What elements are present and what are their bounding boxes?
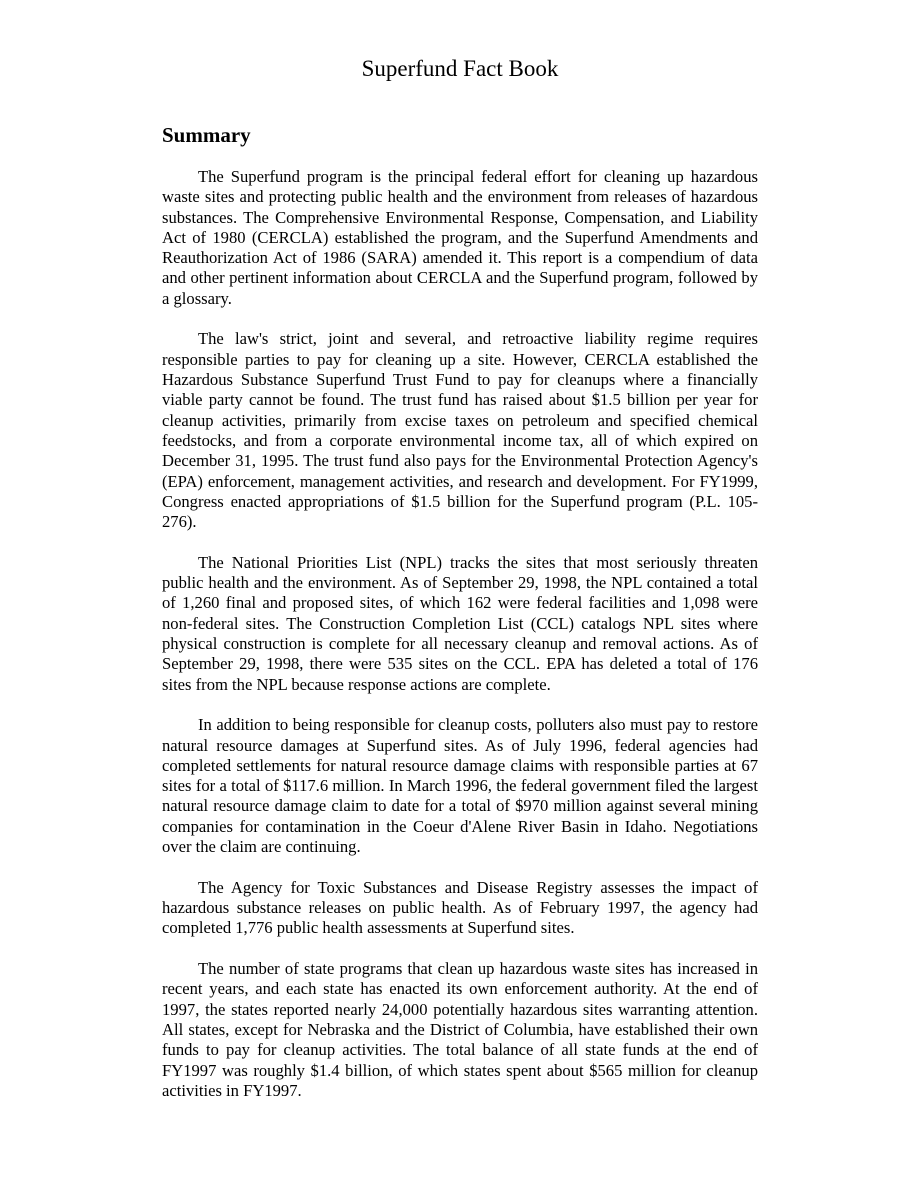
paragraph-state-programs: The number of state programs that clean up hazardous waste sites has increased in recent years, and each state has enacted its own enforcement authority. At the end of 1997, the states reported nearly 24,000 potentially hazardous sites warranting attention. All states, except for Nebraska and the District of Columbia, have established their own funds to pay for cleanup activities. The total balance of all state funds at the end of FY1997 was roughly $1.4 billion, of which states spent about $565 million for cleanup activities in FY1997. [162,959,758,1100]
paragraph-atsdr: The Agency for Toxic Substances and Disease Registry assesses the impact of hazardous substance releases on public health. As of February 1997, the agency had completed 1,776 public health assessments at Superfund sites. [162,877,758,938]
section-heading-summary: Summary [162,123,251,147]
paragraph-npl: The National Priorities List (NPL) tracks the sites that most seriously threaten public health and the environment. As of September 29, 1998, the NPL contained a total of 1,260 final and proposed sites, of which 162 were federal facilities and 1,098 were non-federal sites. The Construction Completion List (CCL) catalogs NPL sites where physical construction is complete for all necessary cleanup and removal actions. As of September 29, 1998, there were 535 sites on the CCL. EPA has deleted a total of 176 sites from the NPL because response actions are complete. [162,552,758,694]
paragraph-natural-resource-damages: In addition to being responsible for cleanup costs, polluters also must pay to restore natural resource damages at Superfund sites. As of July 1996, federal agencies had completed settlements for natural resource damage claims with responsible parties at 67 sites for a total of $117.6 million. In March 1996, the federal government filed the largest natural resource damage claim to date for a total of $970 million against several mining companies for contamination in the Coeur d'Alene River Basin in Idaho. Negotiations over the claim are continuing. [162,715,758,857]
summary-body [162,167,758,1101]
paragraph-liability-trust-fund: The law's strict, joint and several, and retroactive liability regime requires responsible parties to pay for cleaning up a site. However, CERCLA established the Hazardous Substance Superfund Trust Fund to pay for cleanups where a financially viable party cannot be found. The trust fund has raised about $1.5 billion per year for cleanup activities, primarily from excise taxes on petroleum and specified chemical feedstocks, and from a corporate environmental income tax, all of which expired on December 31, 1995. The trust fund also pays for the Environmental Protection Agency's (EPA) enforcement, management activities, and research and development. For FY1999, Congress enacted appropriations of $1.5 billion for the Superfund program (P.L. 105-276). [162,329,758,532]
paragraph-program-overview: The Superfund program is the principal federal effort for cleaning up hazardous waste sites and protecting public health and the environment from releases of hazardous substances. The Comprehensive Environmental Response, Compensation, and Liability Act of 1980 (CERCLA) established the program, and the Superfund Amendments and Reauthorization Act of 1986 (SARA) amended it. This report is a compendium of data and other pertinent information about CERCLA and the Superfund program, followed by a glossary. [162,167,758,308]
document-title: Superfund Fact Book [361,56,559,81]
